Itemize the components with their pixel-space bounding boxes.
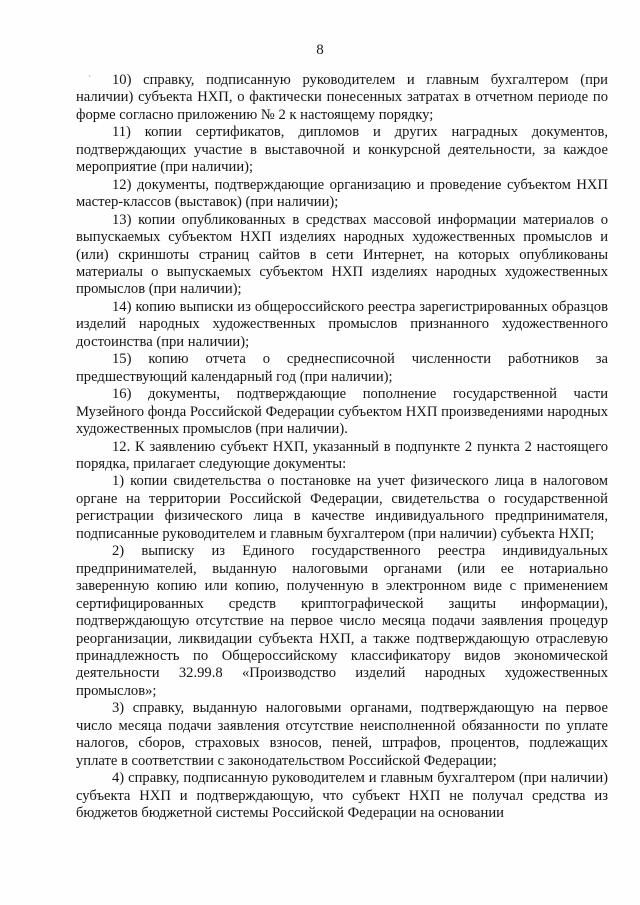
paragraph-item-10: 10) справку, подписанную руководителем и главным бухгалтером (при наличии) субъекта НХП, о фактически понесенных затратах в отчетном периоде по форме согласно приложению № 2 к настоящему порядку; <box>76 72 608 123</box>
paragraph-item-16: 16) документы, подтверждающие пополнение государственной части Музейного фонда Российской Федерации субъектом НХП произведениями народных художественных промыслов (при наличии). <box>76 386 608 438</box>
paragraph-item-14: 14) копию выписки из общероссийского реестра зарегистрированных образцов изделий народных художественных промыслов признанного художественного достоинства (при наличии); <box>76 298 608 350</box>
section-12-intro: 12. К заявлению субъект НХП, указанный в подпункте 2 пункта 2 настоящего порядка, прилагает следующие документы: <box>76 438 608 472</box>
scan-mark: ` <box>88 74 92 86</box>
page-number: 8 <box>316 42 324 58</box>
document-body <box>76 72 608 822</box>
section-12-item-1: 1) копии свидетельства о постановке на учет физического лица в налоговом органе на территории Российской Федерации, свидетельства о государственной регистрации физического лица в качестве индивидуального предпринимателя, подписанные руководителем и главным бухгалтером (при наличии) субъекта НХП; <box>76 473 608 542</box>
paragraph-item-11: 11) копии сертификатов, дипломов и других наградных документов, подтверждающих участие в выставочной и конкурсной деятельности, за каждое мероприятие (при наличии); <box>76 124 608 176</box>
section-12-item-3: 3) справку, выданную налоговыми органами, подтверждающую на первое число месяца подачи заявления отсутствие неисполненной обязанности по уплате налогов, сборов, страховых взносов, пеней, штрафов, процентов, подлежащих уплате в соответствии с законодательством Российской Федерации; <box>76 700 608 769</box>
paragraph-item-12: 12) документы, подтверждающие организацию и проведение субъектом НХП мастер-классов (выставок) (при наличии); <box>76 176 608 211</box>
section-12-item-4: 4) справку, подписанную руководителем и главным бухгалтером (при наличии) субъекта НХП и подтверждающую, что субъект НХП не получал средства из бюджетов бюджетной системы Российской Федерации на основании <box>76 770 608 822</box>
section-12-item-2: 2) выписку из Единого государственного реестра индивидуальных предпринимателей, выданную налоговыми органами (или ее нотариально заверенную копию или копию, полученную в электронном виде с применением сертифицированных средств криптографической защиты информации), подтверждающую отсутствие на первое число месяца подачи заявления процедур реорганизации, ликвидации субъекта НХП, а также подтверждающую отраслевую принадлежность по Общероссийскому классификатору видов экономической деятельности 32.99.8 «Производство изделий народных художественных промыслов»; <box>76 543 608 699</box>
paragraph-item-15: 15) копию отчета о среднесписочной численности работников за предшествующий календарный год (при наличии); <box>76 351 608 385</box>
paragraph-item-13: 13) копии опубликованных в средствах массовой информации материалов о выпускаемых субъектом НХП изделиях народных художественных промыслов и (или) скриншоты страниц сайтов в сети Интернет, на которых опубликованы материалы о выпускаемых субъектом НХП изделиях народных художественных промыслов (при наличии); <box>76 211 608 298</box>
